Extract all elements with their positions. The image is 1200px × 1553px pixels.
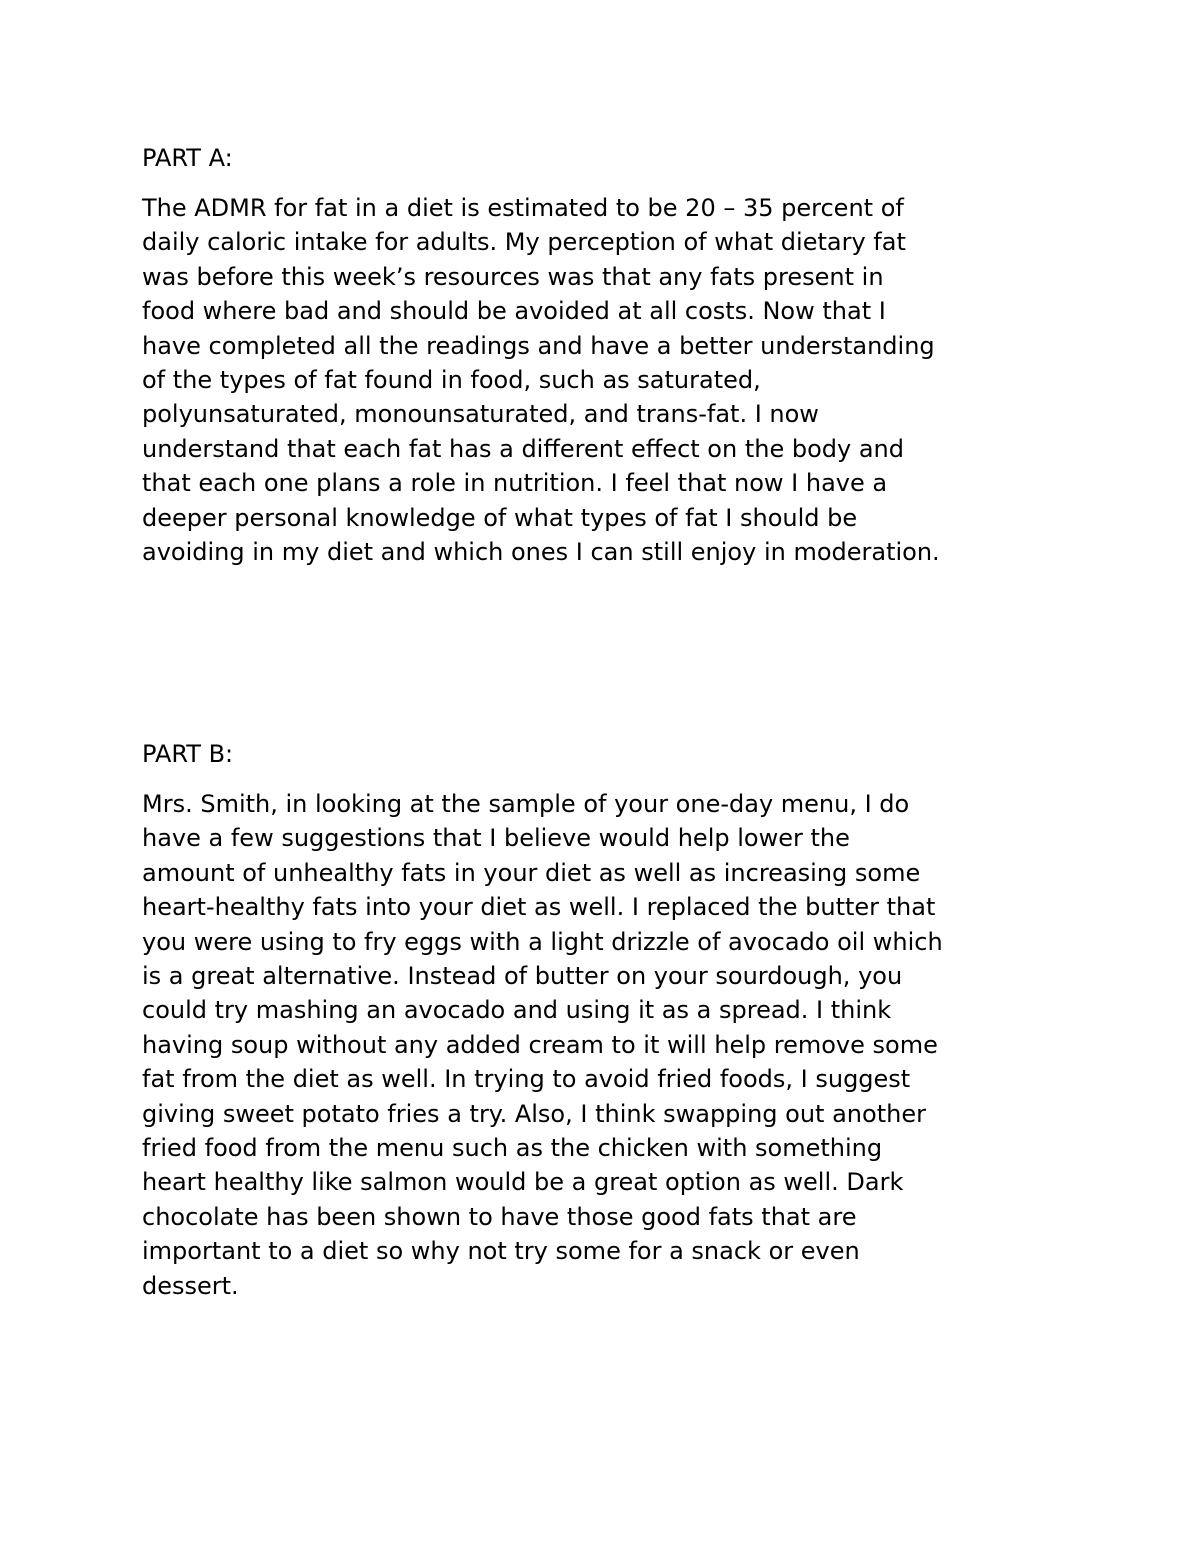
paragraph-line: fried food from the menu such as the chicken with something [142, 1134, 883, 1163]
paragraph-line: heart healthy like salmon would be a great option as well. Dark [142, 1168, 904, 1197]
paragraph-line: deeper personal knowledge of what types of fat I should be [142, 503, 858, 532]
part-b-paragraph [142, 787, 1102, 1303]
part-a-heading: PART A: [142, 144, 233, 172]
paragraph-line: could try mashing an avocado and using it as a spread. I think [142, 996, 892, 1025]
paragraph-line: amount of unhealthy fats in your diet as well as increasing some [142, 858, 921, 887]
paragraph-line: understand that each fat has a different effect on the body and [142, 434, 904, 463]
paragraph-line: heart-healthy fats into your diet as well. I replaced the butter that [142, 893, 936, 922]
paragraph-line: have completed all the readings and have a better understanding [142, 331, 935, 360]
paragraph-line: have a few suggestions that I believe would help lower the [142, 824, 850, 853]
part-b-heading: PART B: [142, 740, 234, 768]
paragraph-line: that each one plans a role in nutrition. I feel that now I have a [142, 469, 888, 498]
paragraph-line: The ADMR for fat in a diet is estimated to be 20 – 35 percent of [142, 194, 904, 222]
part-a-paragraph [142, 191, 1102, 569]
paragraph-line: important to a diet so why not try some for a snack or even [142, 1237, 860, 1266]
paragraph-line: chocolate has been shown to have those good fats that are [142, 1202, 857, 1231]
paragraph-line: you were using to fry eggs with a light drizzle of avocado oil which [142, 927, 943, 956]
paragraph-line: dessert. [142, 1271, 239, 1300]
paragraph-line: fat from the diet as well. In trying to avoid fried foods, I suggest [142, 1065, 911, 1094]
paragraph-line: Mrs. Smith, in looking at the sample of your one-day menu, I do [142, 790, 910, 818]
paragraph-line: was before this week’s resources was that any fats present in [142, 262, 884, 291]
paragraph-line: of the types of fat found in food, such as saturated, [142, 366, 761, 395]
paragraph-line: food where bad and should be avoided at all costs. Now that I [142, 297, 886, 326]
paragraph-line: is a great alternative. Instead of butter on your sourdough, you [142, 962, 903, 991]
paragraph-line: giving sweet potato fries a try. Also, I think swapping out another [142, 1099, 926, 1128]
paragraph-line: polyunsaturated, monounsaturated, and trans-fat. I now [142, 400, 819, 429]
paragraph-line: daily caloric intake for adults. My perception of what dietary fat [142, 228, 906, 257]
paragraph-line: having soup without any added cream to it will help remove some [142, 1030, 938, 1059]
paragraph-line: avoiding in my diet and which ones I can still enjoy in moderation. [142, 538, 940, 567]
